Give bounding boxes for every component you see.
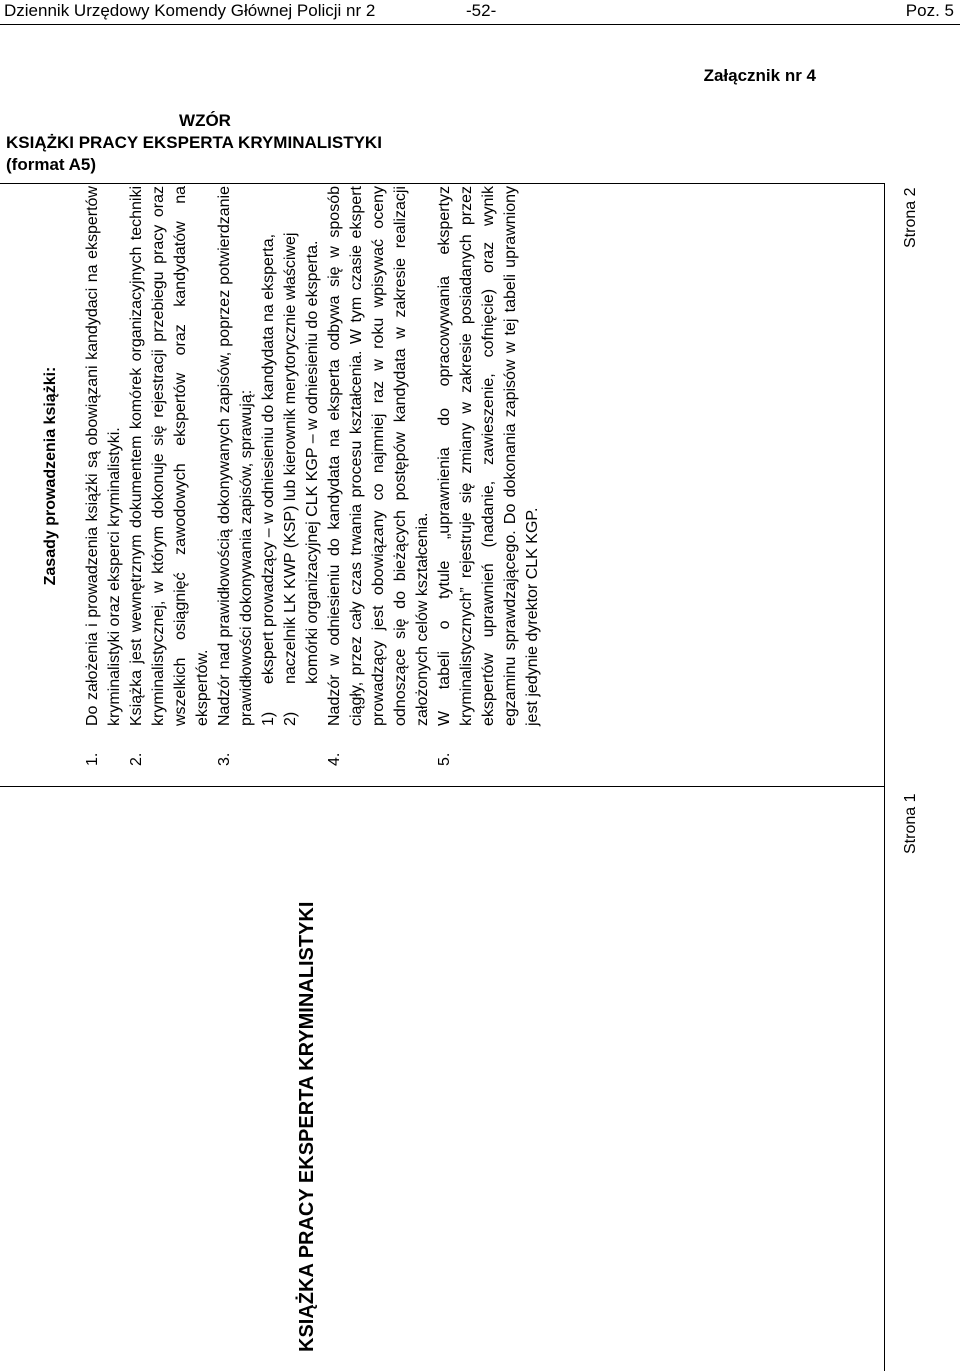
page-1-label: Strona 1 [902,793,919,854]
rule-item-2: 2. Książka jest wewnętrznym dokumentem komórek organizacyjnych techniki kryminalistycznej, w którym dokonuje się rejestracji przebiegu pracy oraz wszelkich osiągnięć zawodowych ekspertów oraz kandydatów na ekspertów. [128,186,211,766]
rule-item-4: 4. Nadzór w odniesieniu do kandydata na eksperta odbywa się w sposób ciągły, przez cały czas trwania procesu kształcenia. W tym czasie ekspert prowadzący jest obowiązany co najmniej raz w roku wpisywać oceny odnoszące się do bieżących postępów kandydata w zakresie realizacji założonych celów kształcenia. [326,186,431,766]
rule-subitem-2: 2) naczelnik LK KWP (KSP) lub kierownik merytorycznie właściwej komórki organizacyjnej CLK KGP – w odniesieniu do eksperta. [282,232,321,726]
rule-item-3: 3. Nadzór nad prawidłowością dokonywanych zapisów, poprzez potwierdzanie prawidłowości dokonywania zapisów, sprawują: [216,186,255,766]
title-line-1: WZÓR [179,111,231,130]
journal-title: Dziennik Urzędowy Komendy Głównej Policji nr 2 [4,1,376,20]
rule-item-5: 5. W tabeli o tytule „uprawnienia do opracowywania ekspertyz kryminalistycznych” rejestruje się zmiany w zakresie posiadanych przez ekspertów uprawnień (nadanie, zawieszenie, cofnięcie) oraz wynik egzaminu sprawdzającego. Do dokonania zapisów w tej tabeli uprawniony jest jedynie dyrektor CLK KGP. [436,186,541,766]
rule-subitem-1: 1) ekspert prowadzący – w odniesieniu do kandydata na eksperta, [260,233,277,726]
rule-item-1: 1. Do założenia i prowadzenia książki są obowiązani kandydaci na ekspertów kryminalistyki oraz eksperci kryminalistyki. [84,186,123,766]
page-header [0,0,960,25]
page-2-label: Strona 2 [902,187,919,248]
annex-label: Załącznik nr 4 [703,66,816,85]
rules-section [40,186,680,766]
booklet-cover-title: KSIĄŻKA PRACY EKSPERTA KRYMINALISTYKI [296,901,318,1352]
rules-heading: Zasady prowadzenia książki: [42,366,59,586]
page-divider [0,786,884,787]
title-line-3: (format A5) [6,155,97,174]
position-number: Poz. 5 [905,1,954,20]
document-title [0,110,410,176]
title-line-2: KSIĄŻKI PRACY EKSPERTA KRYMINALISTYKI [6,133,382,152]
page-number: -52- [466,1,497,20]
